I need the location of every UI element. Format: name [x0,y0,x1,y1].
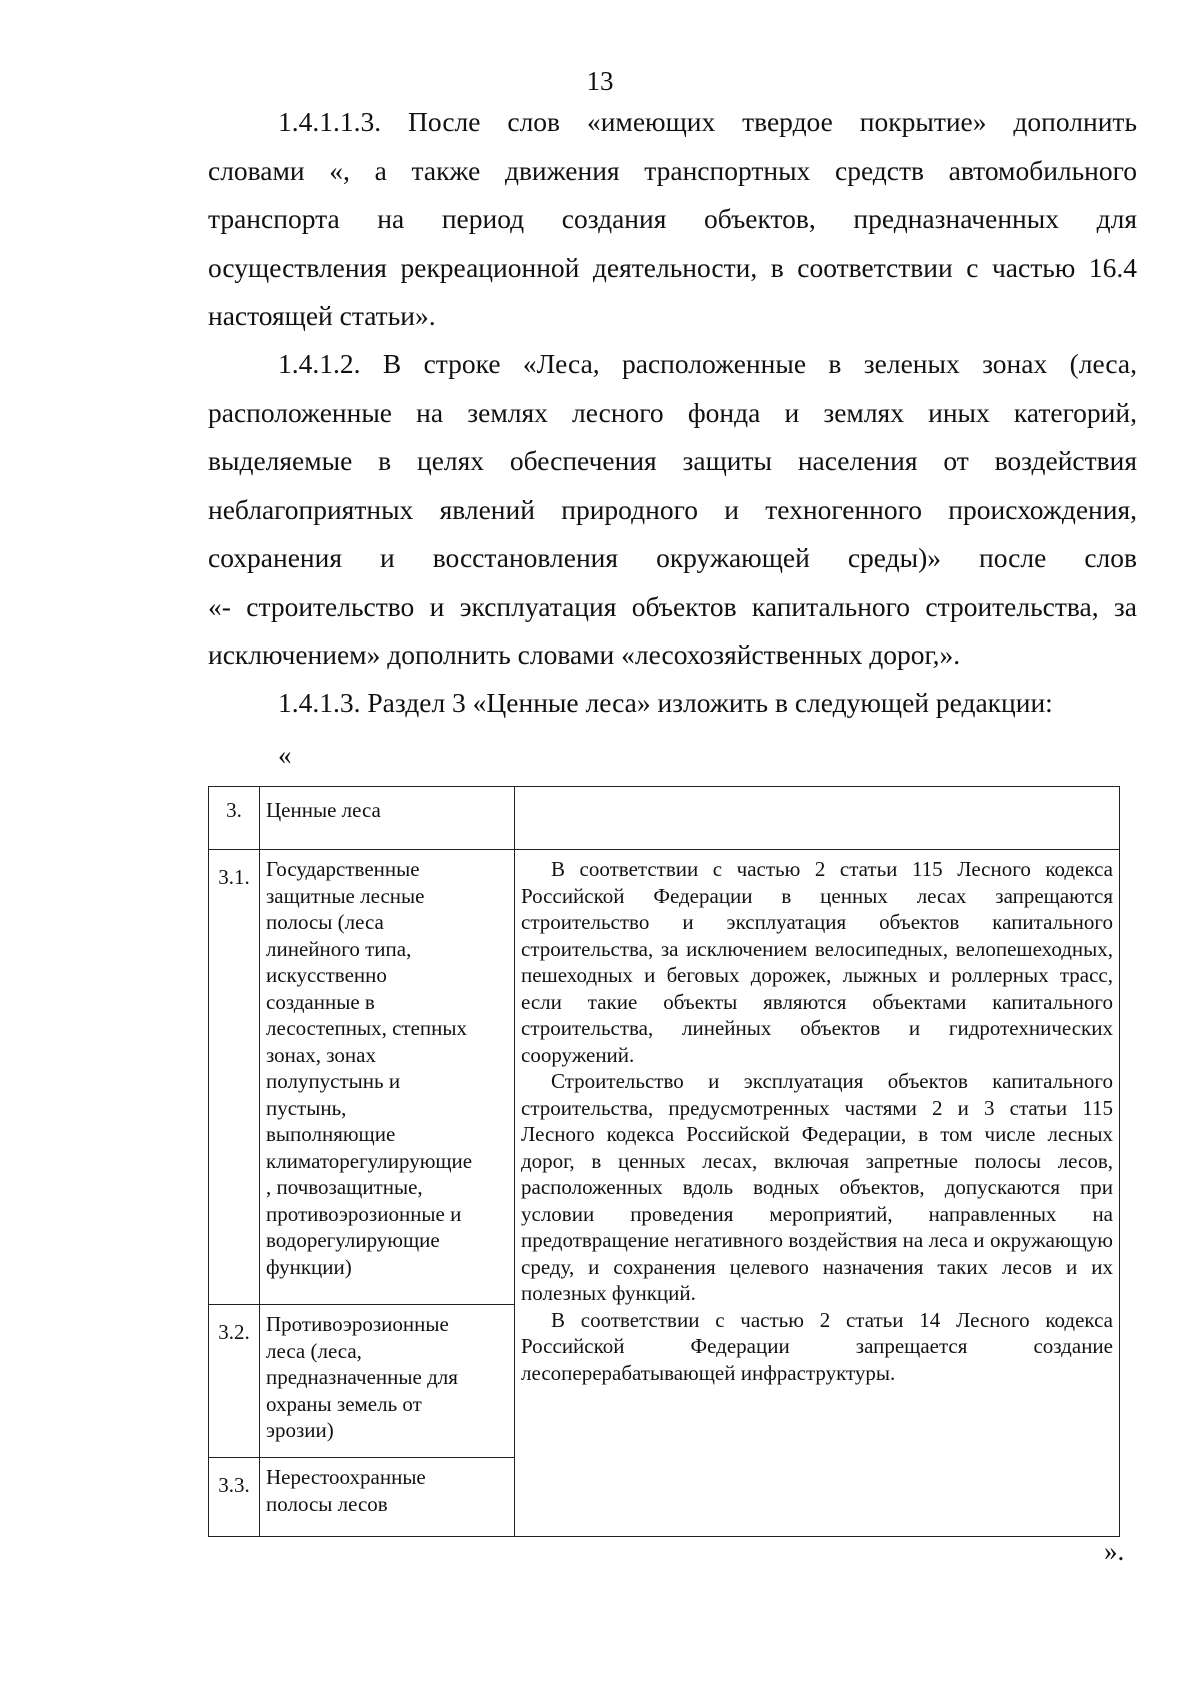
name-line: функции) [266,1254,352,1279]
name-line: Нерестоохранные [266,1465,426,1489]
name-line: выполняющие [266,1122,396,1146]
row-name [260,1305,515,1458]
name-line: охраны земель от [266,1391,422,1416]
text-line: осуществления рекреационной деятельности, в соответствии с частью 16.4 [208,251,1137,283]
name-line: Государственные [266,857,420,881]
paragraph-1-4-1-3 [208,679,1137,728]
paragraph-1-4-1-1-3 [208,98,1137,341]
name-line: , почвозащитные, [266,1175,423,1199]
section-number: 3. [209,787,260,850]
row-name [260,850,515,1305]
row-name [260,1458,515,1537]
text-line: «- строительство и эксплуатация объектов капитального строительства, за [208,590,1137,622]
header-empty-cell [515,787,1120,850]
text-line: сохранения и восстановления окружающей среды)» после слов [208,542,1137,573]
text-line: 1.4.1.2. В строке «Леса, расположенные в зеленых зонах (леса, [278,348,1137,379]
text-line: расположенные на землях лесного фонда и землях иных категорий, [208,396,1137,428]
table-header-row [209,787,1120,850]
row-number: 3.1. [209,850,260,1305]
closing-quote: ». [1104,1536,1125,1566]
text-line: настоящей статьи». [208,300,436,331]
description-paragraph: В соответствии с частью 2 статьи 115 Лесного кодекса Российской Федерации в ценных лесах запрещаются строительство и эксплуатация объектов капитального строительства, за исключением велосипедных, велопешеходных, пешеходных и беговых дорожек, лыжных и роллерных трасс, если такие объекты являются объектами капитального строительства, линейных объектов и гидротехнических сооружений. [521,857,1113,1067]
text-line: 1.4.1.1.3. После слов «имеющих твердое покрытие» дополнить [278,106,1137,137]
name-line: полупустынь и [266,1069,401,1093]
name-line: защитные лесные [266,883,425,908]
text-line: транспорта на период создания объектов, предназначенных для [208,203,1137,234]
text-line: исключением» дополнить словами «лесохозяйственных дорог,». [208,639,961,670]
text-line: словами «, а также движения транспортных средств автомобильного [208,154,1137,186]
name-line: климаторегулирующие [266,1148,473,1173]
description-paragraph: Строительство и эксплуатация объектов капитального строительства, предусмотренных частями 2 и 3 статьи 115 Лесного кодекса Российской Федерации, в том числе лесных дорог, в ценных лесах, включая запретные полосы лесов, расположенных вдоль водных объектов, допускаются при условии проведения мероприятий, направленных на предотвращение негативного воздействия на леса и окружающую среду, и сохранения целевого назначения таких лесов и их полезных функций. [521,1069,1113,1305]
table-row [209,850,1120,1305]
paragraph-1-4-1-2 [208,340,1137,680]
name-line: Противоэрозионные [266,1312,449,1336]
name-line: полосы лесов [266,1491,388,1516]
valuable-forests-table [208,786,1120,1537]
name-line: предназначенные для [266,1365,458,1389]
section-title: Ценные леса [260,787,515,850]
name-line: зонах, зонах [266,1042,376,1067]
row-number: 3.2. [209,1305,260,1458]
page-number: 13 [586,66,614,96]
name-line: эрозии) [266,1418,334,1442]
name-line: созданные в [266,989,375,1014]
name-line: полосы (леса [266,910,384,934]
text-line: 1.4.1.3. Раздел 3 «Ценные леса» изложить в следующей редакции: [278,687,1053,718]
name-line: искусственно [266,963,387,987]
name-line: пустынь, [266,1095,347,1120]
name-line: линейного типа, [266,936,412,961]
name-line: противоэрозионные и [266,1201,462,1226]
text-line: выделяемые в целях обеспечения защиты населения от воздействия [208,445,1137,476]
name-line: водорегулирующие [266,1228,440,1252]
description-paragraph: В соответствии с частью 2 статьи 14 Лесного кодекса Российской Федерации запрещается создание лесоперерабатывающей инфраструктуры. [521,1307,1113,1385]
name-line: лесостепных, степных [266,1016,467,1040]
row-number: 3.3. [209,1458,260,1537]
description-cell [515,850,1120,1537]
name-line: леса (леса, [266,1338,362,1363]
opening-quote: « [278,740,292,770]
text-line: неблагоприятных явлений природного и техногенного происхождения, [208,493,1137,525]
